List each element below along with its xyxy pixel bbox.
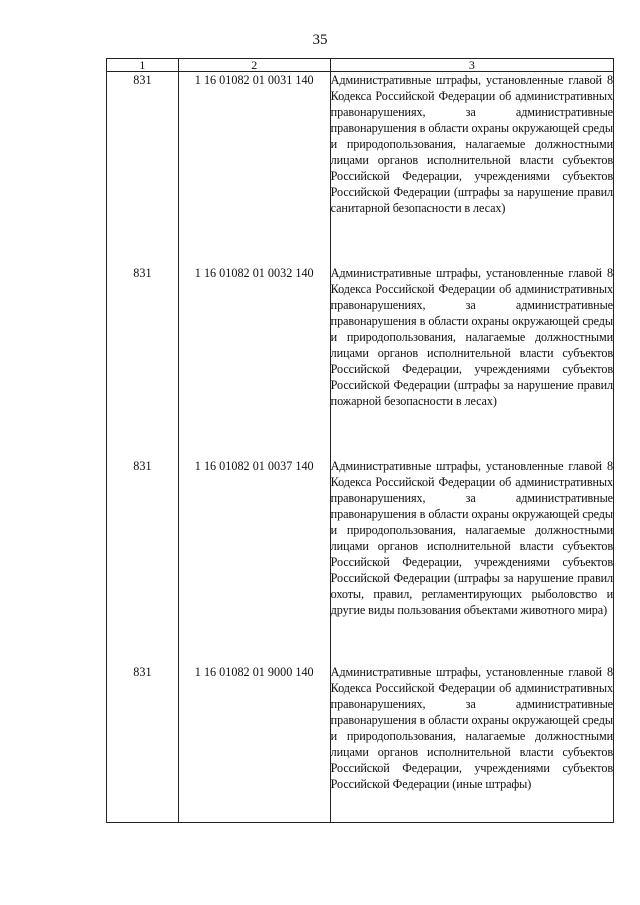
revenue-codes-table <box>106 58 614 823</box>
description-cell <box>330 458 613 664</box>
kbk-code-cell: 1 16 01082 01 0032 140 <box>178 265 330 458</box>
kbk-code-cell: 1 16 01082 01 0031 140 <box>178 72 330 265</box>
table-row <box>107 265 614 458</box>
column-header-3: 3 <box>330 59 613 72</box>
admin-code-cell: 831 <box>107 265 179 458</box>
description-cell <box>330 664 613 823</box>
description-text: Административные штрафы, установленные главой 8 Кодекса Российской Федерации об административных правонарушениях, за административные правонарушения в области охраны окружающей среды и природопользования, налагаемые должностными лицами органов исполнительной власти субъектов Российской Федерации, учреждениями субъектов Российской Федерации (штрафы за нарушение правил охоты, правил, регламентирующих рыболовство и другие виды пользования объектами животного мира) <box>330 458 613 617</box>
page-number: 35 <box>312 32 328 48</box>
description-cell <box>330 265 613 458</box>
description-text: Административные штрафы, установленные главой 8 Кодекса Российской Федерации об административных правонарушениях, за административные правонарушения в области охраны окружающей среды и природопользования, налагаемые должностными лицами органов исполнительной власти субъектов Российской Федерации, учреждениями субъектов Российской Федерации (иные штрафы) <box>330 664 613 791</box>
description-text: Административные штрафы, установленные главой 8 Кодекса Российской Федерации об административных правонарушениях, за административные правонарушения в области охраны окружающей среды и природопользования, налагаемые должностными лицами органов исполнительной власти субъектов Российской Федерации, учреждениями субъектов Российской Федерации (штрафы за нарушение правил пожарной безопасности в лесах) <box>330 265 613 408</box>
description-text: Административные штрафы, установленные главой 8 Кодекса Российской Федерации об административных правонарушениях, за административные правонарушения в области охраны окружающей среды и природопользования, налагаемые должностными лицами органов исполнительной власти субъектов Российской Федерации, учреждениями субъектов Российской Федерации (штрафы за нарушение правил санитарной безопасности в лесах) <box>330 73 613 215</box>
table-header-row <box>107 59 614 72</box>
column-header-2: 2 <box>178 59 330 72</box>
kbk-code-cell: 1 16 01082 01 9000 140 <box>178 664 330 823</box>
admin-code-cell: 831 <box>107 458 179 664</box>
description-cell <box>330 72 613 265</box>
table-row <box>107 72 614 265</box>
kbk-code-cell: 1 16 01082 01 0037 140 <box>178 458 330 664</box>
table-row <box>107 664 614 823</box>
table-row <box>107 458 614 664</box>
admin-code-cell: 831 <box>107 72 179 265</box>
column-header-1: 1 <box>107 59 179 72</box>
admin-code-cell: 831 <box>107 664 179 823</box>
